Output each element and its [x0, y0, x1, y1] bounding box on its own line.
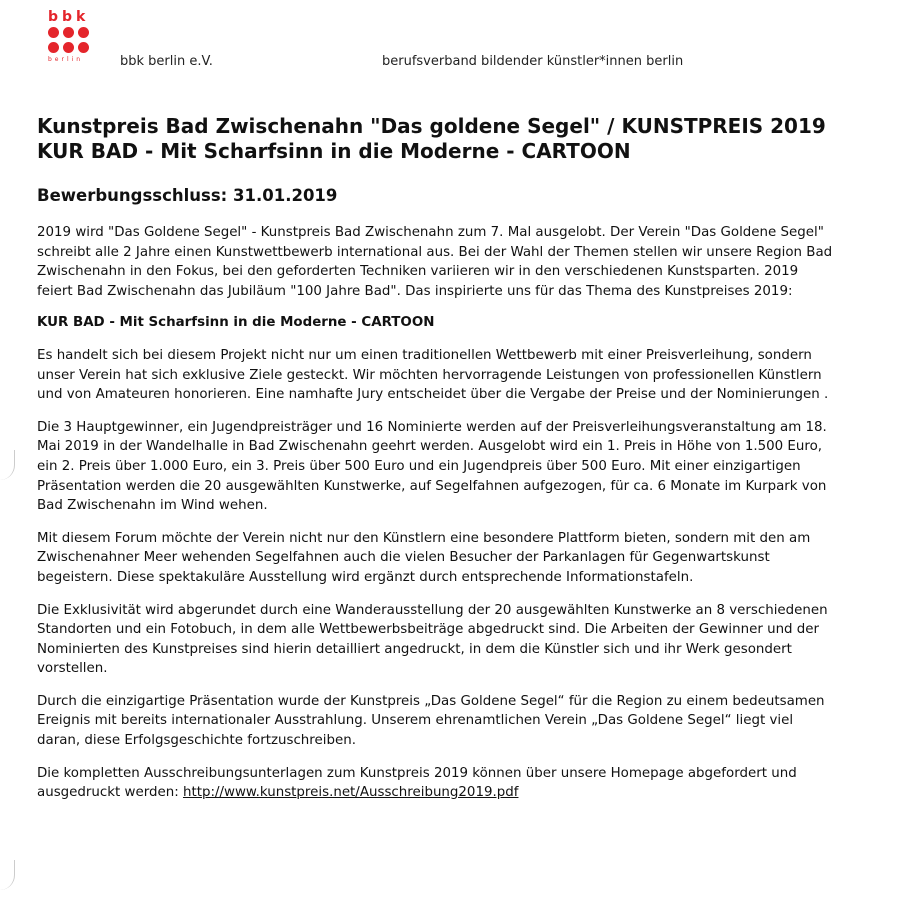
- paragraph-prizes: Die 3 Hauptgewinner, ein Jugendpreisträger und 16 Nominierte werden auf der Preisverleihungsveranstaltung am 18. Mai 2019 in der Wandelhalle in Bad Zwischenahn geehrt werden. Ausgelobt wird ein 1. Preis in Höhe von 1.500 Euro, ein 2. Preis über 1.000 Euro, ein 3. Preis über 500 Euro und ein Jugendpreis über 500 Euro. Mit einer einzigartigen Präsentation werden die 20 ausgewählten Kunstwerke, auf Segelfahnen aufgezogen, für ca. 6 Monate im Kurpark von Bad Zwischenahn im Wind wehen.: [37, 419, 827, 514]
- paragraph-aims: Es handelt sich bei diesem Projekt nicht nur um einen traditionellen Wettbewerb mit einer Preisverleihung, sondern unser Verein hat sich exklusive Ziele gesteckt. Wir möchten hervorragende Leistungen von professionellen Künstlern und von Amateuren honorieren. Eine namhafte Jury entscheidet über die Vergabe der Preise und der Nominierungen .: [37, 347, 829, 403]
- scan-edge-mark: [0, 860, 15, 890]
- logo-letters: bbk: [48, 9, 90, 25]
- logo-dot: [63, 42, 74, 53]
- document-body: [37, 114, 837, 803]
- paragraph-forum: Mit diesem Forum möchte der Verein nicht nur den Künstlern eine besondere Plattform bieten, sondern mit den am Zwischenahner Meer wehenden Segelfahnen auch die vielen Besucher der Parkanlagen für Gegenwartskunst begeistern. Diese spektakuläre Ausstellung wird ergänzt durch entsprechende Informationstafeln.: [37, 530, 811, 585]
- document-title: Kunstpreis Bad Zwischenahn "Das goldene Segel" / KUNSTPREIS 2019 KUR BAD - Mit Scharfsinn in die Moderne - CARTOON: [37, 114, 826, 163]
- bbk-logo: [48, 10, 98, 63]
- scan-edge-mark: [0, 450, 15, 480]
- theme-heading: KUR BAD - Mit Scharfsinn in die Moderne - CARTOON: [37, 315, 435, 331]
- download-text: Die kompletten Ausschreibungsunterlagen zum Kunstpreis 2019 können über unsere Homepage abgefordert und ausgedruckt werden:: [37, 765, 797, 801]
- logo-dot: [48, 27, 59, 38]
- paragraph-download: [37, 764, 837, 803]
- deadline-heading: Bewerbungsschluss: 31.01.2019: [37, 186, 338, 205]
- org-tagline: berufsverband bildender künstler*innen berlin: [382, 54, 684, 69]
- paragraph-exhibition: Die Exklusivität wird abgerundet durch eine Wanderausstellung der 20 ausgewählten Kunstwerke an 8 verschiedenen Standorten und ein Fotobuch, in dem alle Wettbewerbsbeiträge abgedruckt sind. Die Arbeiten der Gewinner und der Nominierten des Kunstpreises sind hierin detailliert angedruckt, in dem die Künstler sich und ihr Werk gesondert vorstellen.: [37, 602, 828, 677]
- logo-dot: [78, 42, 89, 53]
- org-name: bbk berlin e.V.: [120, 54, 213, 69]
- paragraph-success: Durch die einzigartige Präsentation wurde der Kunstpreis „Das Goldene Segel“ für die Region zu einem bedeutsamen Ereignis mit bereits internationaler Ausstrahlung. Unserem ehrenamtlichen Verein „Das Goldene Segel“ liegt viel daran, diese Erfolgsgeschichte fortzuschreiben.: [37, 693, 825, 749]
- logo-subtext: berlin: [48, 56, 84, 63]
- logo-dot: [78, 27, 89, 38]
- logo-dot: [63, 27, 74, 38]
- intro-paragraph: 2019 wird "Das Goldene Segel" - Kunstpreis Bad Zwischenahn zum 7. Mal ausgelobt. Der Verein "Das Goldene Segel" schreibt alle 2 Jahre einen Kunstwettbewerb international aus. Bei der Wahl der Themen stellen wir unsere Region Bad Zwischenahn in den Fokus, bei den geforderten Techniken variieren wir in den verschiedenen Kunstsparten. 2019 feiert Bad Zwischenahn das Jubiläum "100 Jahre Bad". Das inspirierte uns für das Thema des Kunstpreises 2019:: [37, 225, 833, 299]
- download-link[interactable]: http://www.kunstpreis.net/Ausschreibung2019.pdf: [182, 785, 519, 801]
- logo-dot: [48, 42, 59, 53]
- logo-dots: [48, 27, 98, 53]
